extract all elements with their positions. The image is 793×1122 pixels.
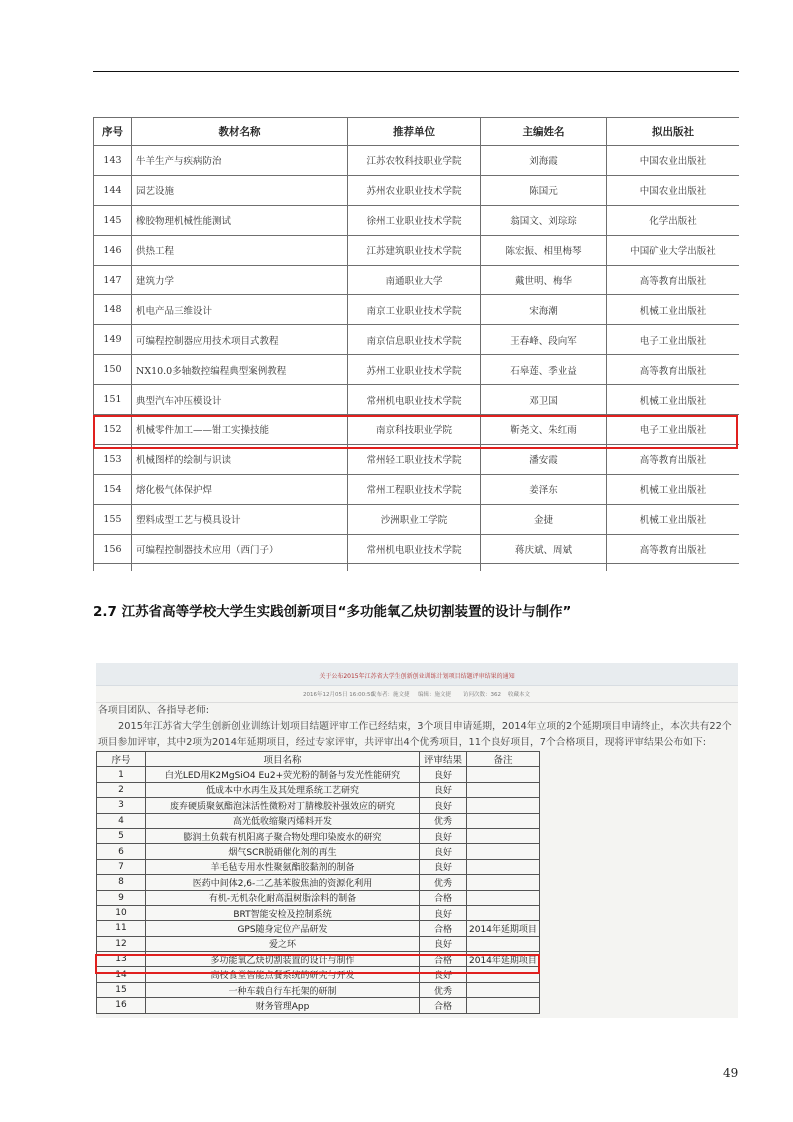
table-row	[94, 265, 740, 295]
table-row	[97, 875, 540, 890]
result-col-name: 项目名称	[146, 752, 420, 767]
result-cell-remark: 2014年延期项目	[467, 952, 540, 967]
result-cell-index: 10	[97, 905, 146, 920]
cell-unit: 常州工程职业技术学院	[348, 474, 481, 504]
cell-index: 151	[94, 385, 132, 415]
cell-editor: 金捷	[481, 504, 607, 534]
result-cell-index: 6	[97, 844, 146, 859]
result-cell-name: 财务管理App	[146, 998, 420, 1013]
result-cell-index: 4	[97, 813, 146, 828]
result-cell-index: 11	[97, 921, 146, 936]
result-cell-remark	[467, 859, 540, 874]
result-table-header-row	[97, 752, 540, 767]
cell-index: 145	[94, 205, 132, 235]
notice-favorite-link[interactable]: 收藏本文	[508, 692, 531, 698]
section-heading: 2.7 江苏省高等学校大学生实践创新项目“多功能氧乙炔切割装置的设计与制作”	[93, 604, 572, 620]
result-cell-result: 良好	[420, 905, 467, 920]
table-row	[97, 921, 540, 936]
cell-index: 154	[94, 474, 132, 504]
cell-publisher: 机械工业出版社	[607, 385, 740, 415]
result-cell-name: 高光低收缩聚丙烯料开发	[146, 813, 420, 828]
result-cell-name: 高校食堂智能点餐系统的研究与开发	[146, 967, 420, 982]
cell-title: 可编程控制器应用技术项目式教程	[132, 325, 348, 355]
cell-editor: 王春峰、段向军	[481, 325, 607, 355]
cell-publisher: 化学出版社	[607, 205, 740, 235]
result-cell-result: 合格	[420, 890, 467, 905]
cell-unit: 南京工业职业技术学院	[348, 295, 481, 325]
table-row	[97, 936, 540, 951]
result-col-index: 序号	[97, 752, 146, 767]
cell-index: 153	[94, 444, 132, 474]
col-header-unit: 推荐单位	[348, 118, 481, 146]
cell-editor: 靳尧文、朱红雨	[481, 415, 607, 445]
result-cell-result: 良好	[420, 782, 467, 797]
cell-publisher: 电子工业出版社	[607, 325, 740, 355]
cell-publisher: 高等教育出版社	[607, 355, 740, 385]
result-cell-name: 爱之环	[146, 936, 420, 951]
cell-editor: 刘海霞	[481, 146, 607, 176]
cell-title: 橡胶物理机械性能测试	[132, 205, 348, 235]
cell-unit: 南通职业大学	[348, 265, 481, 295]
result-cell-remark: 2014年延期项目	[467, 921, 540, 936]
notice-body-line: 2015年江苏省大学生创新创业训练计划项目结题评审工作已经结束，3个项目申请延期，2014年立项的2个延期项目申请终止，本次共有22个	[118, 721, 732, 732]
cell-index	[94, 564, 132, 571]
cell-unit: 江苏建筑职业技术学院	[348, 235, 481, 265]
result-cell-name: 低成本中水再生及其处理系统工艺研究	[146, 782, 420, 797]
notice-views: 访问次数：362	[463, 692, 501, 698]
cell-unit: 南京科技职业学院	[348, 415, 481, 445]
table-row	[94, 235, 740, 265]
notice-date: 2016年12月05日 16:00:50	[303, 692, 374, 698]
table-row	[94, 175, 740, 205]
result-col-remark: 备注	[467, 752, 540, 767]
cell-editor: 陈宏振、相里梅琴	[481, 235, 607, 265]
cell-editor: 翁国文、刘琮琮	[481, 205, 607, 235]
cell-editor: 蒋庆斌、周斌	[481, 534, 607, 564]
result-cell-remark	[467, 936, 540, 951]
result-cell-name: GPS随身定位产品研发	[146, 921, 420, 936]
result-cell-index: 1	[97, 767, 146, 782]
cell-unit: 徐州工业职业技术学院	[348, 205, 481, 235]
col-header-editor: 主编姓名	[481, 118, 607, 146]
result-cell-result: 合格	[420, 921, 467, 936]
cell-index: 147	[94, 265, 132, 295]
table-row	[97, 998, 540, 1013]
cell-index: 148	[94, 295, 132, 325]
cell-title: 塑料成型工艺与模具设计	[132, 504, 348, 534]
notice-title-bar	[96, 663, 738, 686]
highlight-box-row-154	[93, 415, 738, 449]
cell-title: 牛羊生产与疾病防治	[132, 146, 348, 176]
table-row	[97, 905, 540, 920]
table-row	[97, 859, 540, 874]
result-cell-index: 5	[97, 828, 146, 843]
table-row	[97, 798, 540, 813]
cell-publisher: 高等教育出版社	[607, 265, 740, 295]
result-cell-result: 良好	[420, 967, 467, 982]
cell-index: 146	[94, 235, 132, 265]
table-row	[94, 295, 740, 325]
result-cell-result: 良好	[420, 936, 467, 951]
result-cell-name: 一种车载自行车托架的研制	[146, 982, 420, 997]
result-col-result: 评审结果	[420, 752, 467, 767]
result-cell-name: 废弃硬质聚氨酯泡沫活性微粉对丁腈橡胶补强效应的研究	[146, 798, 420, 813]
cell-publisher: 中国农业出版社	[607, 146, 740, 176]
col-header-index: 序号	[94, 118, 132, 146]
result-cell-result: 良好	[420, 844, 467, 859]
table-row	[94, 205, 740, 235]
result-cell-remark	[467, 828, 540, 843]
cell-publisher: 中国矿业大学出版社	[607, 235, 740, 265]
cell-unit: 南京信息职业技术学院	[348, 325, 481, 355]
cell-editor: 潘安霞	[481, 444, 607, 474]
cell-unit: 常州轻工职业技术学院	[348, 444, 481, 474]
result-cell-index: 13	[97, 952, 146, 967]
result-cell-remark	[467, 767, 540, 782]
notice-body-line: 项目参加评审，其中2项为2014年延期项目，经过专家评审，共评审出4个优秀项目，11个良好项目，7个合格项目，现将评审结果公布如下:	[98, 737, 707, 748]
cell-editor: 石皋莲、季业益	[481, 355, 607, 385]
cell-title: 供热工程	[132, 235, 348, 265]
result-cell-result: 优秀	[420, 813, 467, 828]
cell-publisher	[607, 564, 740, 571]
cell-title	[132, 564, 348, 571]
table-row	[94, 146, 740, 176]
table-row	[97, 782, 540, 797]
result-cell-result: 良好	[420, 828, 467, 843]
result-cell-remark	[467, 998, 540, 1013]
result-cell-index: 3	[97, 798, 146, 813]
cell-editor	[481, 564, 607, 571]
result-cell-name: 白光LED用K2MgSiO4 Eu2+荧光粉的制备与发光性能研究	[146, 767, 420, 782]
notice-body	[96, 703, 738, 751]
result-cell-name: 烟气SCR脱硝催化剂的再生	[146, 844, 420, 859]
cell-index: 156	[94, 534, 132, 564]
result-cell-index: 7	[97, 859, 146, 874]
result-cell-index: 9	[97, 890, 146, 905]
table-row	[94, 325, 740, 355]
result-cell-name: 多功能氧乙炔切割装置的设计与制作	[146, 952, 420, 967]
table-row	[94, 474, 740, 504]
result-cell-remark	[467, 844, 540, 859]
cell-publisher: 机械工业出版社	[607, 295, 740, 325]
cell-publisher: 中国农业出版社	[607, 175, 740, 205]
cell-editor: 戴世明、梅华	[481, 265, 607, 295]
highlight-box-row-13	[95, 954, 540, 974]
cell-title: 典型汽车冲压模设计	[132, 385, 348, 415]
result-cell-index: 12	[97, 936, 146, 951]
table-row	[94, 385, 740, 415]
cell-unit: 苏州工业职业技术学院	[348, 355, 481, 385]
cell-unit: 常州机电职业技术学院	[348, 534, 481, 564]
cell-unit: 苏州农业职业技术学院	[348, 175, 481, 205]
cell-title: 建筑力学	[132, 265, 348, 295]
result-cell-remark	[467, 875, 540, 890]
cell-publisher: 电子工业出版社	[607, 415, 740, 445]
result-cell-result: 良好	[420, 798, 467, 813]
table-row	[97, 890, 540, 905]
cell-index: 149	[94, 325, 132, 355]
page-number: 49	[723, 1066, 739, 1080]
result-cell-result: 合格	[420, 952, 467, 967]
cell-title: 可编程控制器技术应用（西门子）	[132, 534, 348, 564]
cell-publisher: 高等教育出版社	[607, 444, 740, 474]
result-cell-name: BRT智能安检及控制系统	[146, 905, 420, 920]
cell-index: 143	[94, 146, 132, 176]
table-row	[97, 828, 540, 843]
cell-unit	[348, 564, 481, 571]
result-cell-remark	[467, 982, 540, 997]
cell-title: 机电产品三维设计	[132, 295, 348, 325]
table-row	[94, 355, 740, 385]
result-cell-index: 2	[97, 782, 146, 797]
result-cell-name: 膨润土负载有机阳离子聚合物处理印染废水的研究	[146, 828, 420, 843]
result-cell-remark	[467, 905, 540, 920]
textbook-table-header-row	[94, 118, 740, 146]
result-cell-remark	[467, 782, 540, 797]
cell-editor: 姜泽东	[481, 474, 607, 504]
cell-publisher: 机械工业出版社	[607, 474, 740, 504]
notice-meta	[96, 686, 738, 703]
result-cell-remark	[467, 813, 540, 828]
result-cell-result: 合格	[420, 998, 467, 1013]
header-rule	[93, 71, 739, 72]
cell-title: 园艺设施	[132, 175, 348, 205]
result-cell-index: 15	[97, 982, 146, 997]
cell-unit: 常州机电职业技术学院	[348, 385, 481, 415]
result-cell-index: 16	[97, 998, 146, 1013]
cell-index: 155	[94, 504, 132, 534]
cell-title: 机械图样的绘制与识读	[132, 444, 348, 474]
result-cell-result: 优秀	[420, 875, 467, 890]
result-table	[96, 751, 540, 1014]
table-row	[97, 844, 540, 859]
notice-title: 关于公布2015年江苏省大学生创新创业训练计划项目结题评审结果的通知	[319, 673, 515, 680]
cell-index: 152	[94, 415, 132, 445]
cell-index: 144	[94, 175, 132, 205]
cell-editor: 宋海潮	[481, 295, 607, 325]
textbook-table	[93, 117, 739, 571]
result-cell-result: 良好	[420, 859, 467, 874]
result-cell-remark	[467, 798, 540, 813]
result-cell-remark	[467, 890, 540, 905]
cell-editor: 邓卫国	[481, 385, 607, 415]
cell-unit: 沙洲职业工学院	[348, 504, 481, 534]
result-cell-index: 14	[97, 967, 146, 982]
table-row	[97, 813, 540, 828]
table-row	[94, 504, 740, 534]
cell-title: 熔化极气体保护焊	[132, 474, 348, 504]
result-cell-result: 良好	[420, 767, 467, 782]
cell-title: NX10.0多轴数控编程典型案例教程	[132, 355, 348, 385]
cell-publisher: 机械工业出版社	[607, 504, 740, 534]
notice-publisher: 发布者：施文捷	[371, 692, 410, 698]
table-row	[97, 767, 540, 782]
cell-unit: 江苏农牧科技职业学院	[348, 146, 481, 176]
col-header-publisher: 拟出版社	[607, 118, 740, 146]
result-cell-name: 医药中间体2,6-二乙基苯胺焦油的资源化利用	[146, 875, 420, 890]
result-cell-name: 有机-无机杂化耐高温树脂涂料的制备	[146, 890, 420, 905]
cell-editor: 陈国元	[481, 175, 607, 205]
table-row	[97, 982, 540, 997]
cell-title: 机械零件加工——钳工实操技能	[132, 415, 348, 445]
notice-editor: 编辑：施文捷	[418, 692, 452, 698]
result-cell-name: 羊毛毡专用水性聚氨酯胶黏剂的制备	[146, 859, 420, 874]
table-row	[94, 534, 740, 564]
col-header-title: 教材名称	[132, 118, 348, 146]
result-cell-result: 优秀	[420, 982, 467, 997]
table-row	[94, 564, 740, 571]
result-cell-index: 8	[97, 875, 146, 890]
cell-index: 150	[94, 355, 132, 385]
notice-greeting: 各项目团队、各指导老师:	[98, 705, 210, 716]
cell-publisher: 高等教育出版社	[607, 534, 740, 564]
